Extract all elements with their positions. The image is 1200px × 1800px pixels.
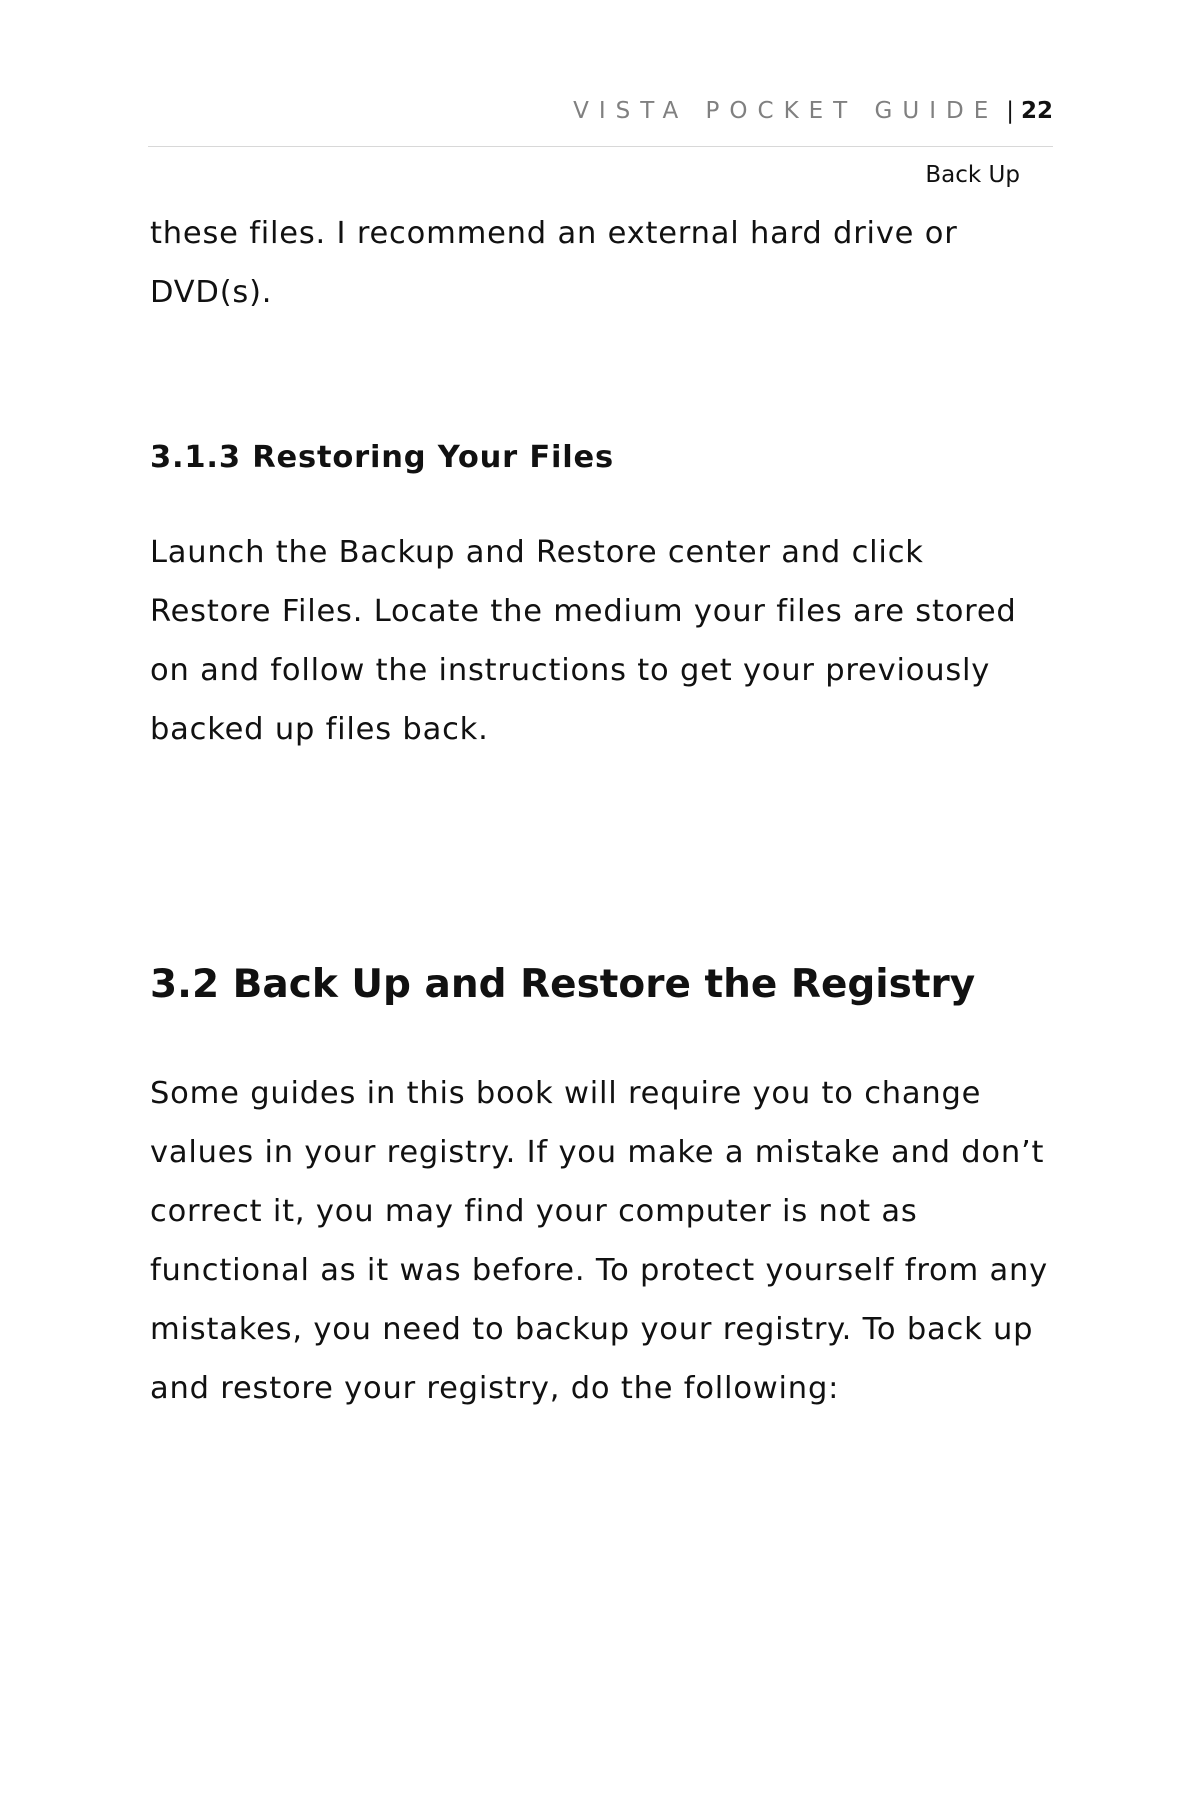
section-label: Back Up [925,162,1020,188]
running-header [148,98,1053,147]
guide-title: VISTA POCKET GUIDE [573,98,999,124]
restoring-files-paragraph: Launch the Backup and Restore center and click Restore Files. Locate the medium your files are stored on and follow the instructions to get your previously backed up files back. [150,535,1017,747]
section-heading: 3.2 Back Up and Restore the Registry [150,962,976,1007]
header-separator: | [1006,98,1014,124]
page-number: 22 [1020,98,1053,124]
continued-paragraph: these files. I recommend an external hard drive or DVD(s). [150,216,958,310]
registry-paragraph: Some guides in this book will require you to change values in your registry. If you make a mistake and don’t correct it, you may find your computer is not as functional as it was before. To protect yourself from any mistakes, you need to backup your registry. To back up and restore your registry, do the following: [150,1076,1048,1406]
subsection-heading: 3.1.3 Restoring Your Files [150,440,614,475]
header-line [573,98,1053,124]
